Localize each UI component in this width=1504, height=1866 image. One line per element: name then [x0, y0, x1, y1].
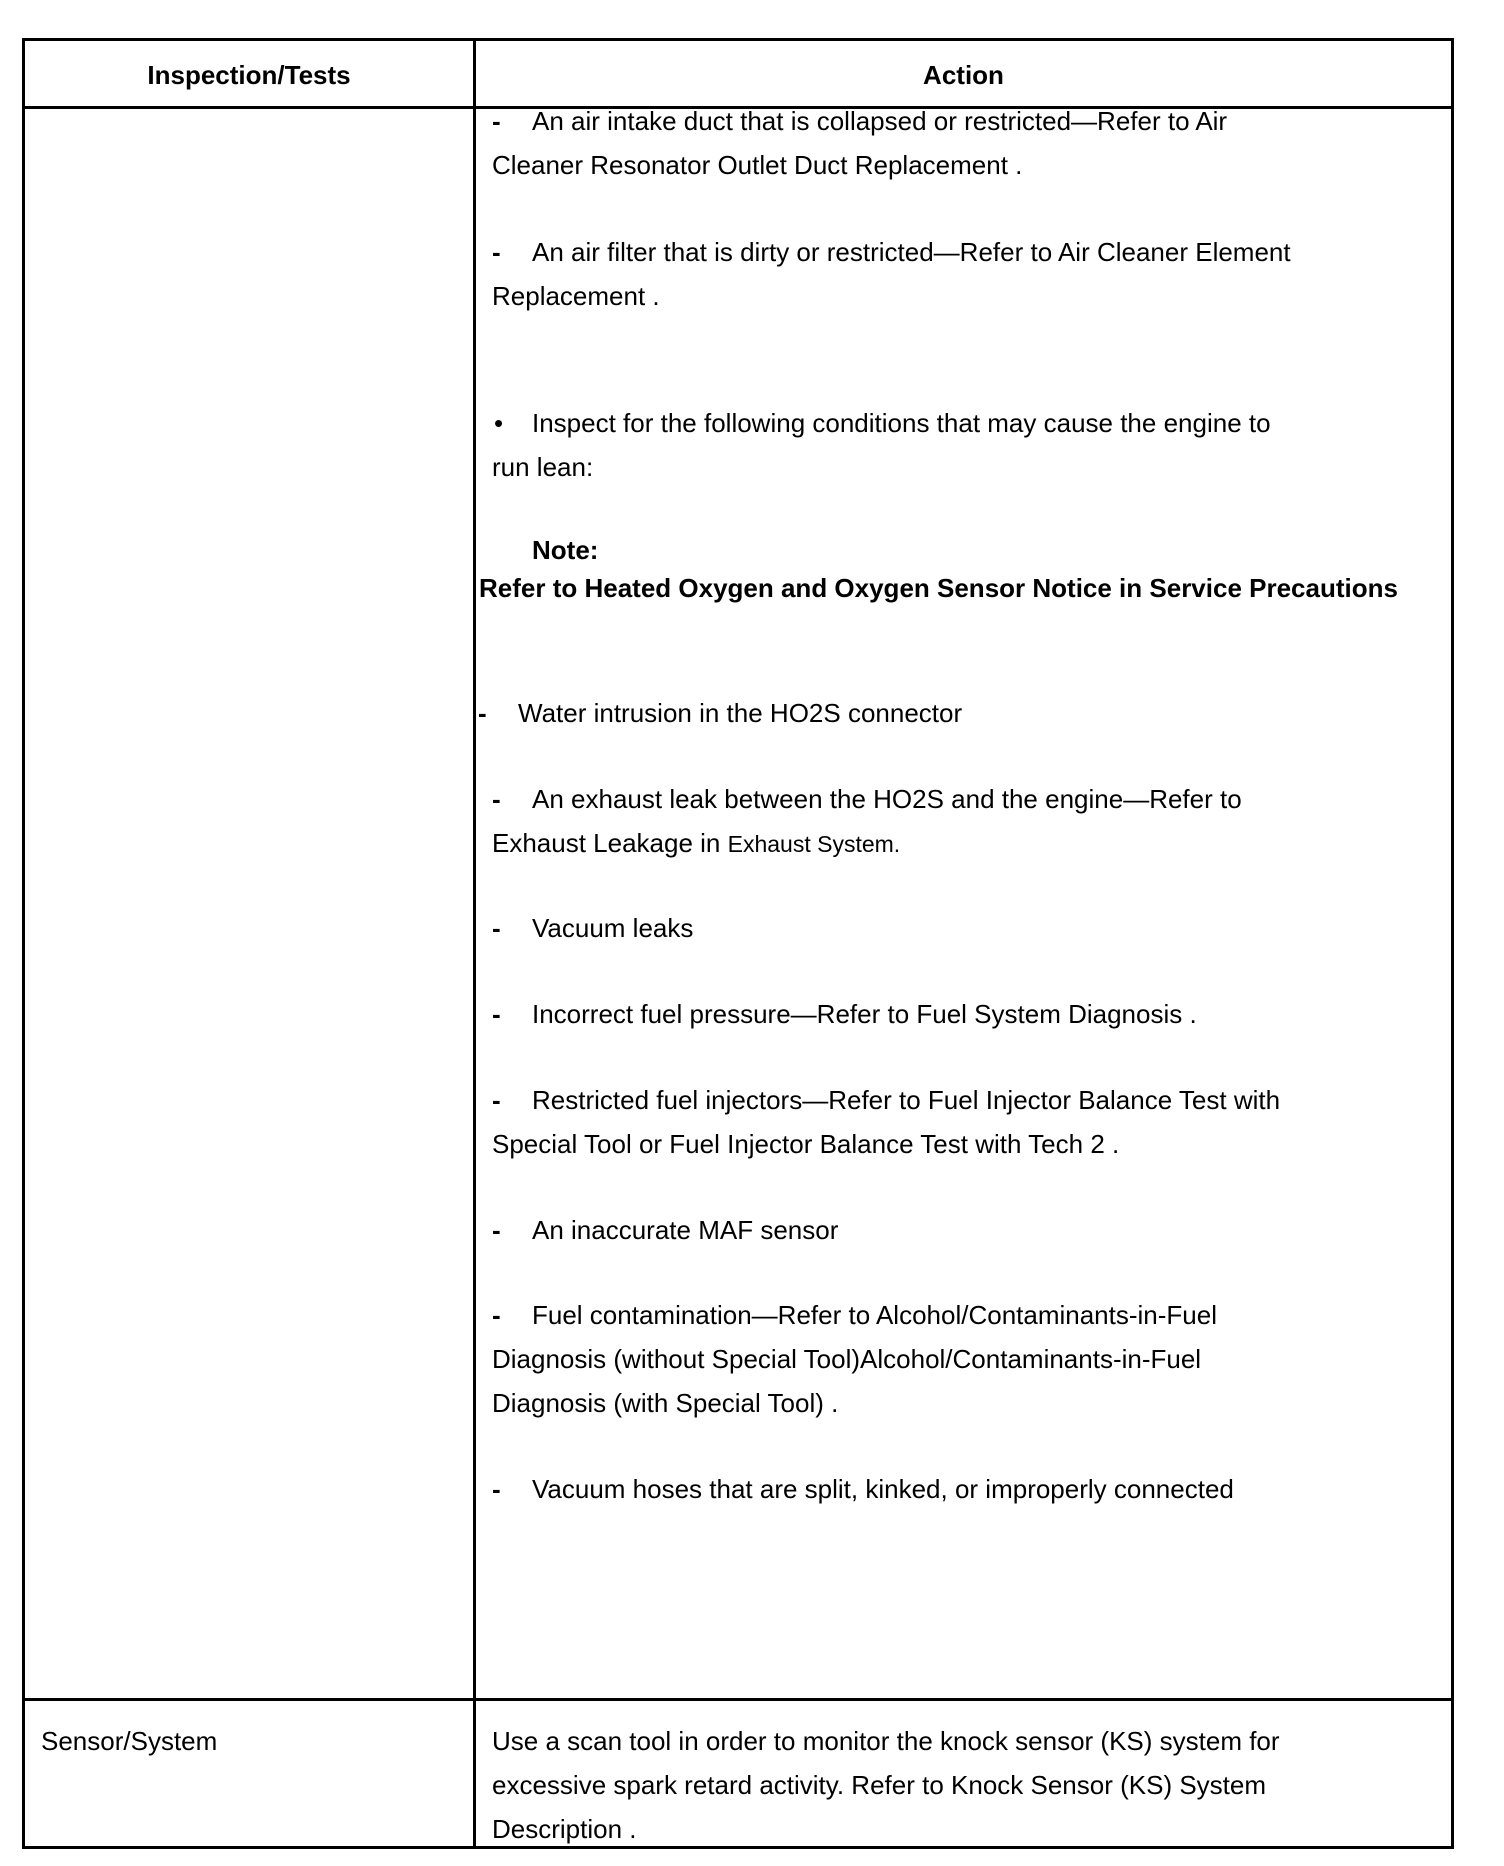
dash-bullet: -: [492, 106, 501, 136]
exhaust-system-link: Exhaust System.: [727, 831, 901, 857]
row-divider: [25, 1698, 1451, 1701]
dash-bullet: -: [492, 1300, 501, 1330]
dot-bullet: •: [494, 408, 504, 438]
column-divider: [473, 41, 476, 1846]
diagnostic-table: [22, 38, 1454, 1849]
action-text-line: Description .: [492, 1814, 637, 1844]
list-item-continuation: Exhaust Leakage in Exhaust System.: [492, 828, 901, 858]
action-text-line: Use a scan tool in order to monitor the knock sensor (KS) system for: [492, 1726, 1280, 1756]
list-item: - Vacuum leaks: [492, 913, 694, 943]
list-item: - Fuel contamination—Refer to Alcohol/Contaminants-in-Fuel: [492, 1300, 1218, 1330]
dash-bullet: -: [492, 1474, 501, 1504]
header-action: Action: [923, 60, 1004, 90]
list-item: - Vacuum hoses that are split, kinked, or improperly connected: [492, 1474, 1234, 1504]
note-text: Refer to Heated Oxygen and Oxygen Sensor Notice in Service Precautions: [479, 573, 1398, 603]
dash-bullet: -: [492, 999, 501, 1029]
row-label-sensor-system: Sensor/System: [41, 1726, 218, 1756]
list-item: - Restricted fuel injectors—Refer to Fuel Injector Balance Test with: [492, 1085, 1281, 1115]
list-item-continuation: run lean:: [492, 452, 594, 482]
dash-bullet: -: [492, 784, 501, 814]
list-item: - Water intrusion in the HO2S connector: [478, 698, 963, 728]
list-item: - An inaccurate MAF sensor: [492, 1215, 839, 1245]
dash-bullet: -: [492, 1215, 501, 1245]
dash-bullet: -: [478, 698, 487, 728]
header-inspection-tests: Inspection/Tests: [147, 60, 351, 90]
list-item: • Inspect for the following conditions that may cause the engine to: [494, 408, 1271, 438]
dash-bullet: -: [492, 1085, 501, 1115]
list-item-continuation: Replacement .: [492, 281, 660, 311]
note-label: Note:: [532, 535, 599, 565]
list-item: - Incorrect fuel pressure—Refer to Fuel System Diagnosis .: [492, 999, 1197, 1029]
list-item: - An air intake duct that is collapsed or restricted—Refer to Air: [492, 106, 1228, 136]
list-item: - An air filter that is dirty or restricted—Refer to Air Cleaner Element: [492, 237, 1291, 267]
list-item-continuation: Cleaner Resonator Outlet Duct Replacement .: [492, 150, 1023, 180]
action-text-line: excessive spark retard activity. Refer to Knock Sensor (KS) System: [492, 1770, 1267, 1800]
list-item-continuation: Diagnosis (without Special Tool)Alcohol/Contaminants-in-Fuel: [492, 1344, 1202, 1374]
list-item: - An exhaust leak between the HO2S and the engine—Refer to: [492, 784, 1242, 814]
list-item-continuation: Special Tool or Fuel Injector Balance Test with Tech 2 .: [492, 1129, 1120, 1159]
dash-bullet: -: [492, 237, 501, 267]
dash-bullet: -: [492, 913, 501, 943]
list-item-continuation: Diagnosis (with Special Tool) .: [492, 1388, 839, 1418]
